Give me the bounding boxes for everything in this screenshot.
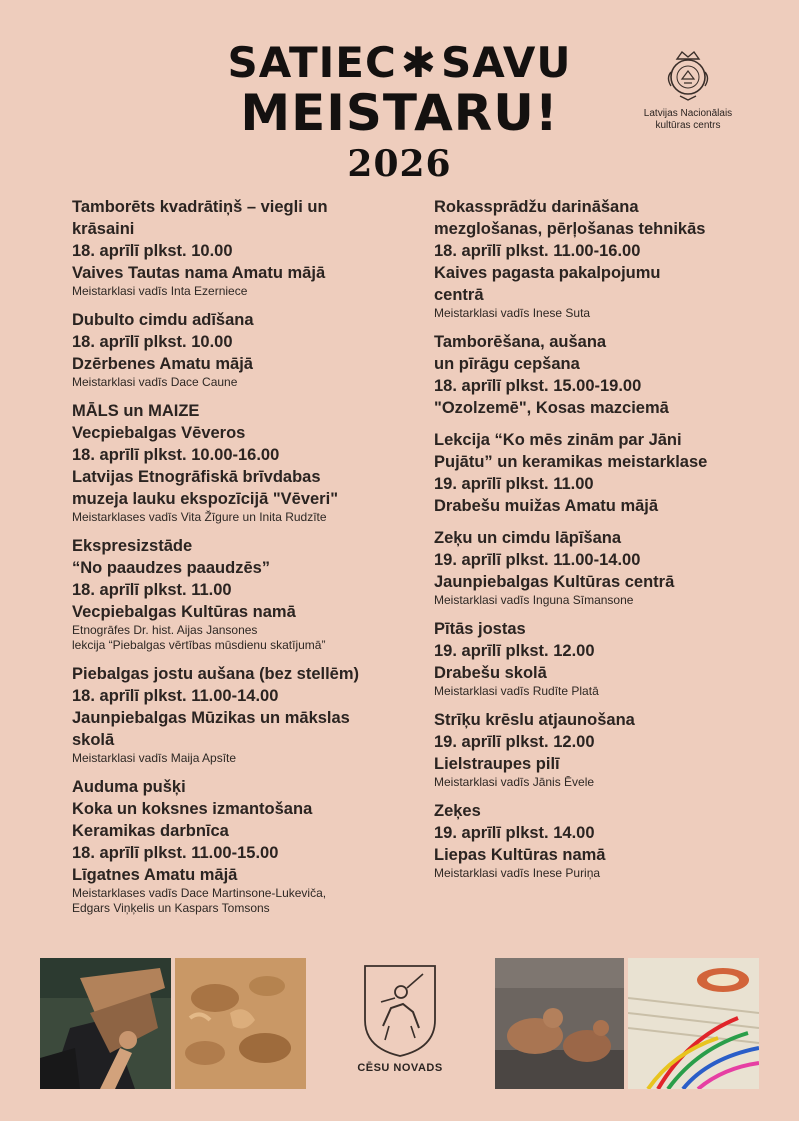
event-line: "Ozolzemē", Kosas mazciemā [434, 399, 669, 417]
event-line: 18. aprīlī plkst. 11.00-15.00 [72, 844, 279, 862]
event-line: Dubulto cimdu adīšana [72, 311, 254, 329]
event-host-note: Meistarklasi vadīs Dace Caune [72, 375, 238, 389]
event-line: un pīrāgu cepšana [434, 355, 580, 373]
event-line: Vecpiebalgas Kultūras namā [72, 603, 296, 621]
event-line: Keramikas darbnīca [72, 822, 229, 840]
event-line: 18. aprīlī plkst. 11.00-14.00 [72, 687, 279, 705]
photo-wood-shavings [175, 958, 306, 1089]
event-host-note: Meistarklasi vadīs Jānis Ēvele [434, 775, 595, 789]
event-line: 19. aprīlī plkst. 11.00-14.00 [434, 551, 641, 569]
event-left-3 [72, 535, 392, 653]
event-right-5 [434, 709, 774, 790]
event-right-6 [434, 800, 774, 881]
event-host-note: Meistarklasi vadīs Maija Apsīte [72, 751, 237, 765]
event-host-note: lekcija “Piebalgas vērtības mūsdienu skatījumā” [72, 638, 326, 652]
event-line: 19. aprīlī plkst. 14.00 [434, 824, 595, 842]
event-right-4 [434, 618, 774, 699]
event-line: Koka un koksnes izmantošana [72, 800, 313, 818]
title-year: 2026 [347, 143, 452, 185]
event-line: 18. aprīlī plkst. 10.00 [72, 333, 233, 351]
event-left-4 [72, 663, 392, 766]
event-host-note: Edgars Viņķelis un Kaspars Tomsons [72, 901, 270, 915]
event-line: 19. aprīlī plkst. 12.00 [434, 733, 595, 751]
event-line: Dzērbenes Amatu mājā [72, 355, 253, 373]
event-line: Latvijas Etnogrāfiskā brīvdabas [72, 468, 321, 486]
event-host-note: Meistarklases vadīs Dace Martinsone-Lukeviča, [72, 886, 327, 900]
star-icon: ✱ [400, 38, 437, 87]
cesu-novads-name: CĒSU NOVADS [357, 1062, 443, 1074]
event-line: Pujātu” un keramikas meistarklase [434, 453, 708, 471]
event-line: Drabešu muižas Amatu mājā [434, 497, 659, 515]
event-line: Jaunpiebalgas Mūzikas un mākslas [72, 709, 350, 727]
event-line: Drabešu skolā [434, 664, 547, 682]
photos-left [40, 958, 306, 1089]
event-line: Tamborēšana, aušana [434, 333, 607, 351]
event-host-note: Meistarklases vadīs Vita Žīgure un Inita Rudzīte [72, 510, 327, 524]
event-right-2 [434, 429, 774, 517]
photo-clay-birds [495, 958, 624, 1089]
event-line: MĀLS un MAIZE [72, 402, 200, 420]
lnkc-logo [638, 48, 738, 132]
event-line: “No paaudzes paaudzēs” [72, 559, 271, 577]
event-line: Piebalgas jostu aušana (bez stellēm) [72, 665, 360, 683]
event-left-5 [72, 776, 392, 916]
event-line: Lekcija “Ko mēs zinām par Jāni [434, 431, 682, 449]
event-line: Vecpiebalgas Vēveros [72, 424, 246, 442]
event-line: 18. aprīlī plkst. 15.00-19.00 [434, 377, 642, 395]
event-right-1 [434, 331, 774, 419]
photo-woodcarving-hands [40, 958, 171, 1089]
event-left-0 [72, 196, 392, 299]
event-line: muzeja lauku ekspozīcijā "Vēveri" [72, 490, 339, 508]
event-line: Vaives Tautas nama Amatu mājā [72, 264, 326, 282]
event-line: Lielstraupes pilī [434, 755, 560, 773]
event-line: centrā [434, 286, 484, 304]
event-line: mezglošanas, pērļošanas tehnikās [434, 220, 706, 238]
event-right-3 [434, 527, 774, 608]
title-word-savu: SAVU [440, 38, 572, 87]
event-line: Zeķes [434, 802, 481, 820]
event-line: Strīķu krēslu atjaunošana [434, 711, 635, 729]
cesu-novads-logo [356, 962, 444, 1074]
event-line: 18. aprīlī plkst. 11.00-16.00 [434, 242, 641, 260]
lnkc-emblem-icon [663, 48, 713, 102]
event-line: Ekspresizstāde [72, 537, 193, 555]
event-host-note: Etnogrāfes Dr. hist. Aijas Jansones [72, 623, 258, 637]
event-line: Kaives pagasta pakalpojumu [434, 264, 661, 282]
events-column-left [72, 196, 392, 926]
event-line: Jaunpiebalgas Kultūras centrā [434, 573, 675, 591]
lnkc-name-line-2: kultūras centrs [655, 120, 721, 131]
event-host-note: Meistarklasi vadīs Inese Puriņa [434, 866, 601, 880]
event-left-2 [72, 400, 392, 525]
events-column-right [434, 196, 774, 891]
event-line: Rokassprādžu darināšana [434, 198, 639, 216]
photo-colorful-threads [628, 958, 759, 1089]
event-line: krāsaini [72, 220, 135, 238]
event-line: Zeķu un cimdu lāpīšana [434, 529, 622, 547]
event-line: 19. aprīlī plkst. 12.00 [434, 642, 595, 660]
event-line: Liepas Kultūras namā [434, 846, 606, 864]
photos-right [495, 958, 759, 1089]
title-line-2: MEISTARU! [240, 84, 559, 142]
event-line: Tamborēts kvadrātiņš – viegli un [72, 198, 328, 216]
event-line: Auduma pušķi [72, 778, 186, 796]
event-host-note: Meistarklasi vadīs Rudīte Platā [434, 684, 599, 698]
event-line: 19. aprīlī plkst. 11.00 [434, 475, 594, 493]
event-line: Pītās jostas [434, 620, 526, 638]
event-line: skolā [72, 731, 115, 749]
event-host-note: Meistarklasi vadīs Inese Suta [434, 306, 591, 320]
event-line: 18. aprīlī plkst. 10.00-16.00 [72, 446, 280, 464]
event-right-0 [434, 196, 774, 321]
lnkc-name-line-1: Latvijas Nacionālais [643, 108, 733, 119]
title-word-satiec: SATIEC [227, 38, 397, 87]
cesu-coat-of-arms-icon [361, 962, 439, 1058]
event-line: Līgatnes Amatu mājā [72, 866, 238, 884]
event-host-note: Meistarklasi vadīs Inta Ezerniece [72, 284, 248, 298]
event-line: 18. aprīlī plkst. 11.00 [72, 581, 232, 599]
event-left-1 [72, 309, 392, 390]
event-host-note: Meistarklasi vadīs Inguna Sīmansone [434, 593, 634, 607]
event-line: 18. aprīlī plkst. 10.00 [72, 242, 233, 260]
